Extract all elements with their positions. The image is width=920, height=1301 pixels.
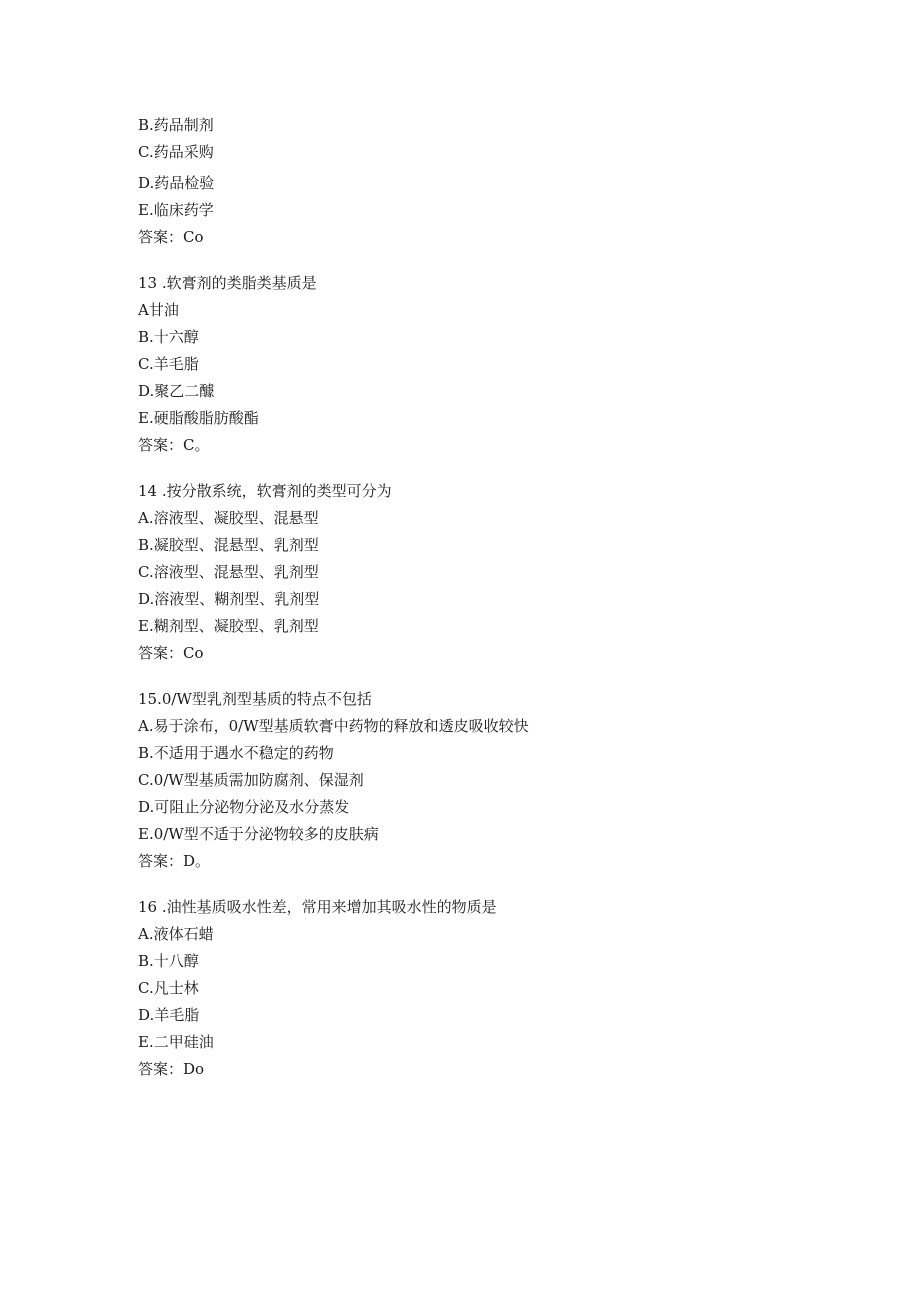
answer-line: 答案：C。 <box>138 436 210 454</box>
option-e: E.硬脂酸脂肪酸酯 <box>138 409 259 427</box>
question-stem: 13 .软膏剂的类脂类基质是 <box>138 274 317 292</box>
option-c: C.药品采购 <box>138 143 214 161</box>
option-a: A.液体石蜡 <box>138 925 214 943</box>
option-d: D.聚乙二醵 <box>138 382 215 400</box>
answer-line: 答案：Co <box>138 644 204 662</box>
option-a: A.易于涂布，0/W型基质软膏中药物的释放和透皮吸收较快 <box>138 717 529 735</box>
option-e: E.糊剂型、凝胶型、乳剂型 <box>138 617 319 635</box>
question-13 <box>138 270 838 459</box>
option-b: B.凝胶型、混悬型、乳剂型 <box>138 536 319 554</box>
option-a: A.溶液型、凝胶型、混悬型 <box>138 509 319 527</box>
document-content <box>138 112 838 1083</box>
option-e: E.0/W型不适于分泌物较多的皮肤病 <box>138 825 379 843</box>
question-16 <box>138 894 838 1083</box>
option-b: B.十八醇 <box>138 952 199 970</box>
option-e: E.二甲硅油 <box>138 1033 214 1051</box>
option-c: C.凡士林 <box>138 979 199 997</box>
answer-line: 答案：Co <box>138 228 204 246</box>
option-d: D.羊毛脂 <box>138 1006 200 1024</box>
question-stem: 15.0/W型乳剂型基质的特点不包括 <box>138 690 372 708</box>
option-b: B.十六醇 <box>138 328 199 346</box>
option-a: A甘油 <box>138 301 179 319</box>
question-15 <box>138 686 838 875</box>
question-stem: 16 .油性基质吸水性差，常用来增加其吸水性的物质是 <box>138 898 497 916</box>
option-d: D.溶液型、糊剂型、乳剂型 <box>138 590 320 608</box>
option-c: C.溶液型、混悬型、乳剂型 <box>138 563 319 581</box>
question-14 <box>138 478 838 667</box>
option-b: B.不适用于遇水不稳定的药物 <box>138 744 334 762</box>
option-d: D.可阻止分泌物分泌及水分蒸发 <box>138 798 350 816</box>
answer-line: 答案：Do <box>138 1060 205 1078</box>
question-stem: 14 .按分散系统，软膏剂的类型可分为 <box>138 482 392 500</box>
question-12-tail <box>138 112 838 251</box>
answer-line: 答案：D。 <box>138 852 211 870</box>
option-b: B.药品制剂 <box>138 116 214 134</box>
option-d: D.药品检验 <box>138 174 215 192</box>
option-c: C.羊毛脂 <box>138 355 199 373</box>
option-c: C.0/W型基质需加防腐剂、保湿剂 <box>138 771 364 789</box>
option-e: E.临床药学 <box>138 201 214 219</box>
